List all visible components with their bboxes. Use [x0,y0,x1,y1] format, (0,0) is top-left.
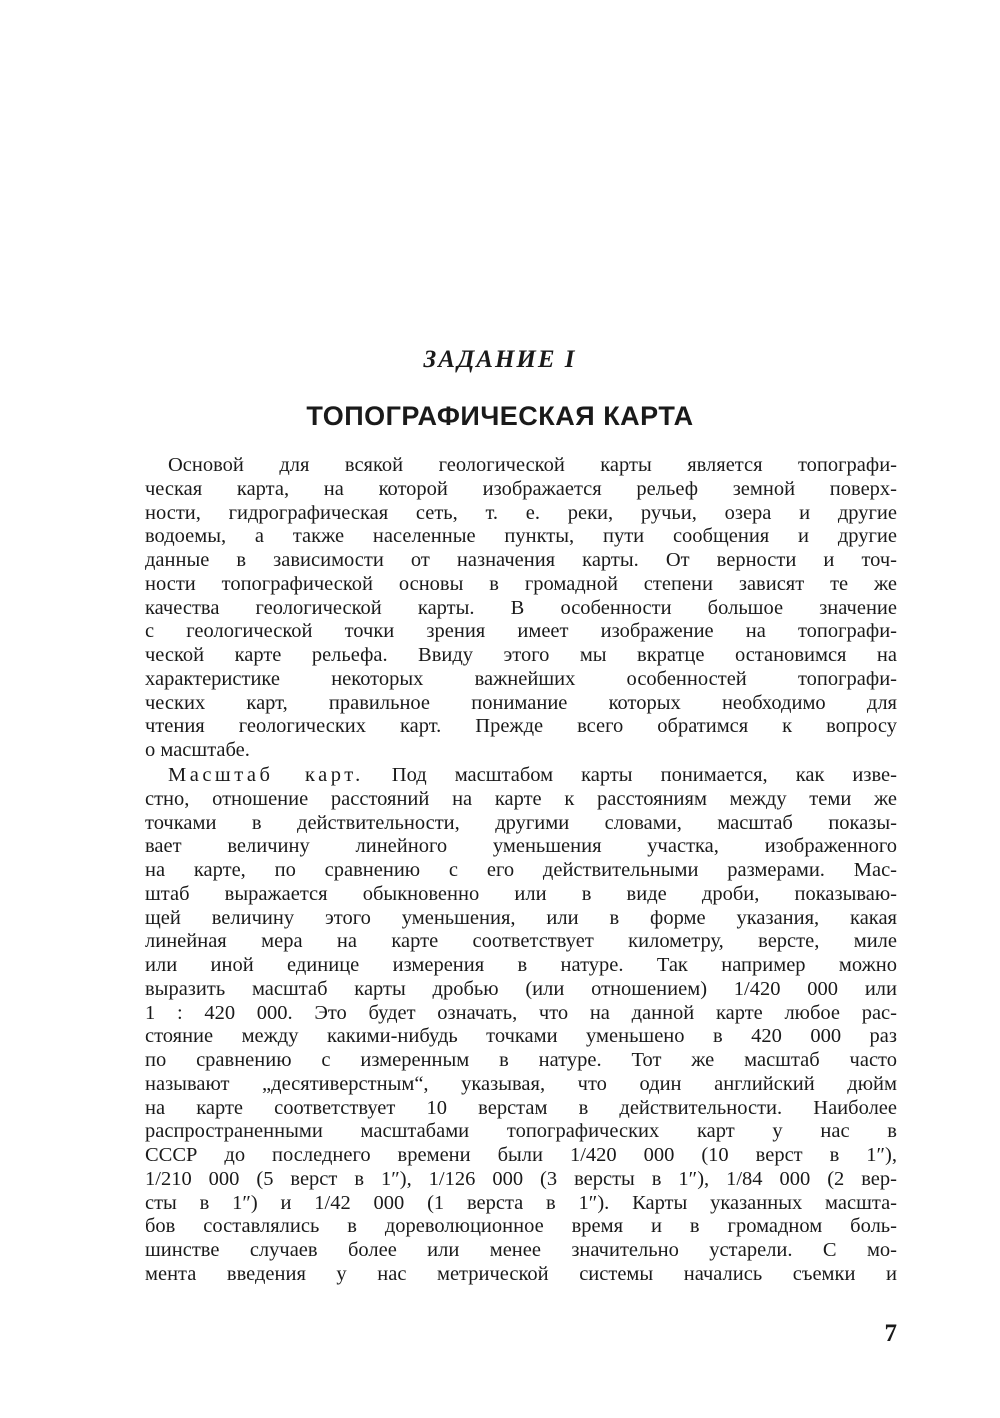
text-line: или иной единице измерения в натуре. Так например можно [145,954,897,976]
text-line: линейная мера на карте соответствует километру, версте, миле [145,930,897,953]
scale-subheading: Масштаб карт. [168,764,364,786]
text-line: сты в 1″) и 1/42 000 (1 верста в 1″). Карты указанных масшта- [145,1191,897,1214]
text-line: 1 : 420 000. Это будет означать, что на данной карте любое рас- [145,1001,897,1024]
text-line: ческой карте рельефа. Ввиду этого мы вкратце остановимся на [145,644,897,666]
text-line: ческая карта, на которой изображается рельеф земной поверх- [145,477,897,500]
text-line: на карте, по сравнению с его действительными размерами. Мас- [145,859,897,881]
text-line: распространенными масштабами топографических карт у нас в [145,1120,897,1143]
text-line: мента введения у нас метрической системы начались съемки и [145,1262,897,1285]
text-line: вает величину линейного уменьшения участка, изображенного [145,835,897,858]
text-line: ности топографической основы в громадной степени зависят те же [145,572,897,595]
text-line: СССР до последнего времени были 1/420 000 (10 верст в 1″), [145,1144,897,1166]
text-line: качества геологической карты. В особенности большое значение [145,596,897,619]
text-line: водоемы, а также населенные пункты, пути сообщения и другие [145,525,897,548]
text-line: характеристике некоторых важнейших особенностей топографи- [145,667,897,690]
text-line: бов составлялись в дореволюционное время и в громадном боль- [145,1215,897,1238]
text-line: ности, гидрографическая сеть, т. е. реки, ручьи, озера и другие [145,501,897,524]
text-line: по сравнению с измеренным в натуре. Тот же масштаб часто [145,1049,897,1071]
text-line: щей величину этого уменьшения, или в форме указания, какая [145,906,897,929]
text-line: выразить масштаб карты дробью (или отношением) 1/420 000 или [145,977,897,1000]
text-line: 1/210 000 (5 верст в 1″), 1/126 000 (3 версты в 1″), 1/84 000 (2 вер- [145,1167,897,1190]
text-line: стно, отношение расстояний на карте к расстояниям между теми же [145,787,897,810]
text-line: данные в зависимости от назначения карты. От верности и точ- [145,549,897,571]
text-line: на карте соответствует 10 верстам в действительности. Наиболее [145,1096,897,1119]
paragraph-scale [145,764,897,1287]
assignment-heading: ЗАДАНИЕ I [423,346,577,373]
text-line: шинстве случаев более или менее значительно устарели. С мо- [145,1239,897,1261]
text-line: точками в действительности, другими словами, масштаб показы- [145,811,897,834]
page-number: 7 [884,1320,897,1347]
text-line: называют „десятиверстным“, указывая, что один английский дюйм [145,1072,897,1095]
page-title: ТОПОГРАФИЧЕСКАЯ КАРТА [306,401,694,431]
text-line: стояние между какими-нибудь точками уменьшено в 420 000 раз [145,1025,897,1048]
text-line: чтения геологических карт. Прежде всего обратимся к вопросу [145,715,897,738]
text-line: Основой для всякой геологической карты является топографи- [168,454,897,476]
text-line: с геологической точки зрения имеет изображение на топографи- [145,620,897,643]
paragraph-intro [145,454,897,763]
text-line [145,764,897,788]
text-line: штаб выражается обыкновенно или в виде дроби, показываю- [145,882,897,905]
text-line: ческих карт, правильное понимание которых необходимо для [145,691,897,714]
text-fragment: Под масштабом карты понимается, как изве- [391,764,897,786]
text-line: о масштабе. [145,739,250,761]
